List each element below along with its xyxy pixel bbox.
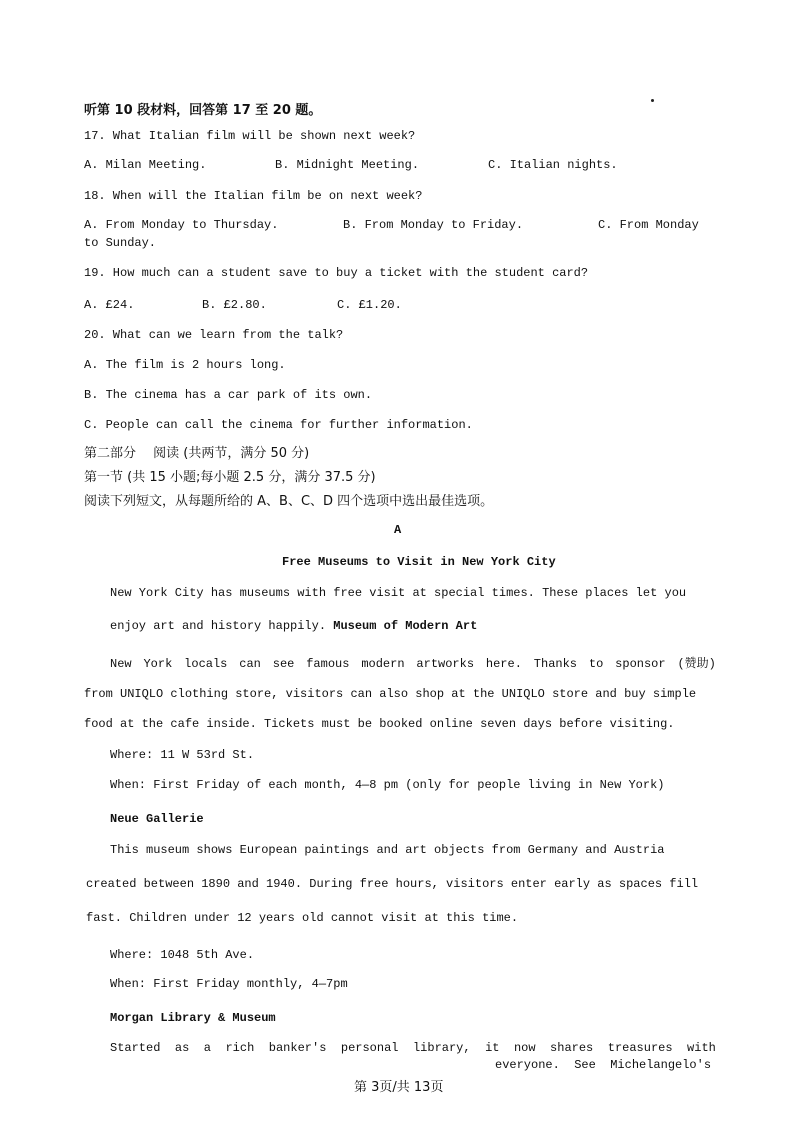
word: Started — [110, 1041, 161, 1055]
word: banker's — [268, 1041, 327, 1055]
moma-line-2: from UNIQLO clothing store, visitors can also shop at the UNIQLO store and buy simple — [84, 687, 697, 701]
moma-when: When: First Friday of each month, 4—8 pm (only for people living in New York) — [110, 778, 665, 792]
word: to — [588, 657, 604, 671]
q18-option-a: A. From Monday to Thursday. — [84, 218, 279, 232]
word: sponsor — [615, 657, 666, 671]
moma-where: Where: 11 W 53rd St. — [110, 748, 255, 762]
word: artworks — [416, 657, 475, 671]
reading-instruction: 阅读下列短文，从每题所给的 A、B、C、D 四个选项中选出最佳选项。 — [84, 494, 494, 509]
q19-option-a: A. £24. — [84, 298, 135, 312]
reading-part-title: 第二部分 阅读 (共两节，满分 50 分) — [84, 446, 310, 461]
word: see — [272, 657, 295, 671]
moma-heading: Museum of Modern Art — [333, 619, 478, 633]
word: New — [110, 657, 132, 671]
page-number: 第 3页/共 13页 — [354, 1080, 444, 1095]
q17-option-a: A. Milan Meeting. — [84, 158, 207, 172]
question-17: 17. What Italian film will be shown next week? — [84, 129, 416, 143]
q18-option-b: B. From Monday to Friday. — [343, 218, 524, 232]
question-20: 20. What can we learn from the talk? — [84, 328, 344, 342]
word: York — [143, 657, 173, 671]
word: (赞助) — [677, 657, 716, 671]
word: library, — [412, 1041, 471, 1055]
q18-option-c-continued: to Sunday. — [84, 236, 157, 250]
morgan-line-1 — [110, 1040, 716, 1056]
word: treasures — [607, 1041, 673, 1055]
neue-line-3: fast. Children under 12 years old cannot visit at this time. — [86, 911, 519, 925]
neue-where: Where: 1048 5th Ave. — [110, 948, 255, 962]
word: personal — [340, 1041, 399, 1055]
question-19: 19. How much can a student save to buy a ticket with the student card? — [84, 266, 589, 280]
word: it — [485, 1041, 500, 1055]
word: famous — [306, 657, 350, 671]
morgan-line-2: everyone. See Michelangelo's — [495, 1058, 712, 1072]
word: locals — [184, 657, 228, 671]
word: shares — [550, 1041, 594, 1055]
neue-when: When: First Friday monthly, 4—7pm — [110, 977, 348, 991]
q19-option-c: C. £1.20. — [337, 298, 402, 312]
q18-option-c: C. From Monday — [598, 218, 699, 232]
q17-option-c: C. Italian nights. — [488, 158, 618, 172]
word: as — [174, 1041, 190, 1055]
word: Thanks — [533, 657, 578, 671]
word: rich — [225, 1041, 255, 1055]
moma-line-3: food at the cafe inside. Tickets must be booked online seven days before visiting. — [84, 717, 675, 731]
reading-section-title: 第一节 (共 15 小题;每小题 2.5 分，满分 37.5 分) — [84, 470, 376, 485]
listening-intro: 听第 10 段材料，回答第 17 至 20 题。 — [84, 103, 322, 118]
word: modern — [361, 657, 405, 671]
passage-intro-line-1: New York City has museums with free visit at special times. These places let you — [110, 586, 687, 600]
q17-option-b: B. Midnight Meeting. — [275, 158, 420, 172]
passage-intro-line-2 — [110, 618, 477, 634]
stray-dot — [651, 99, 654, 102]
question-18: 18. When will the Italian film be on next week? — [84, 189, 423, 203]
neue-line-2: created between 1890 and 1940. During free hours, visitors enter early as spaces fill — [86, 877, 699, 891]
neue-heading: Neue Gallerie — [110, 812, 204, 826]
passage-title: Free Museums to Visit in New York City — [282, 555, 556, 569]
q20-option-b: B. The cinema has a car park of its own. — [84, 388, 373, 402]
word: now — [513, 1041, 536, 1055]
neue-line-1: This museum shows European paintings and art objects from Germany and Austria — [110, 843, 665, 857]
passage-intro-text: enjoy art and history happily. — [110, 619, 327, 633]
q19-option-b: B. £2.80. — [202, 298, 267, 312]
word: can — [239, 657, 261, 671]
moma-line-1 — [110, 656, 716, 672]
word: with — [687, 1041, 716, 1055]
word: a — [203, 1041, 211, 1055]
passage-letter: A — [394, 523, 402, 537]
q20-option-c: C. People can call the cinema for further information. — [84, 418, 473, 432]
q20-option-a: A. The film is 2 hours long. — [84, 358, 286, 372]
word: here. — [485, 657, 522, 671]
morgan-heading: Morgan Library & Museum — [110, 1011, 276, 1025]
